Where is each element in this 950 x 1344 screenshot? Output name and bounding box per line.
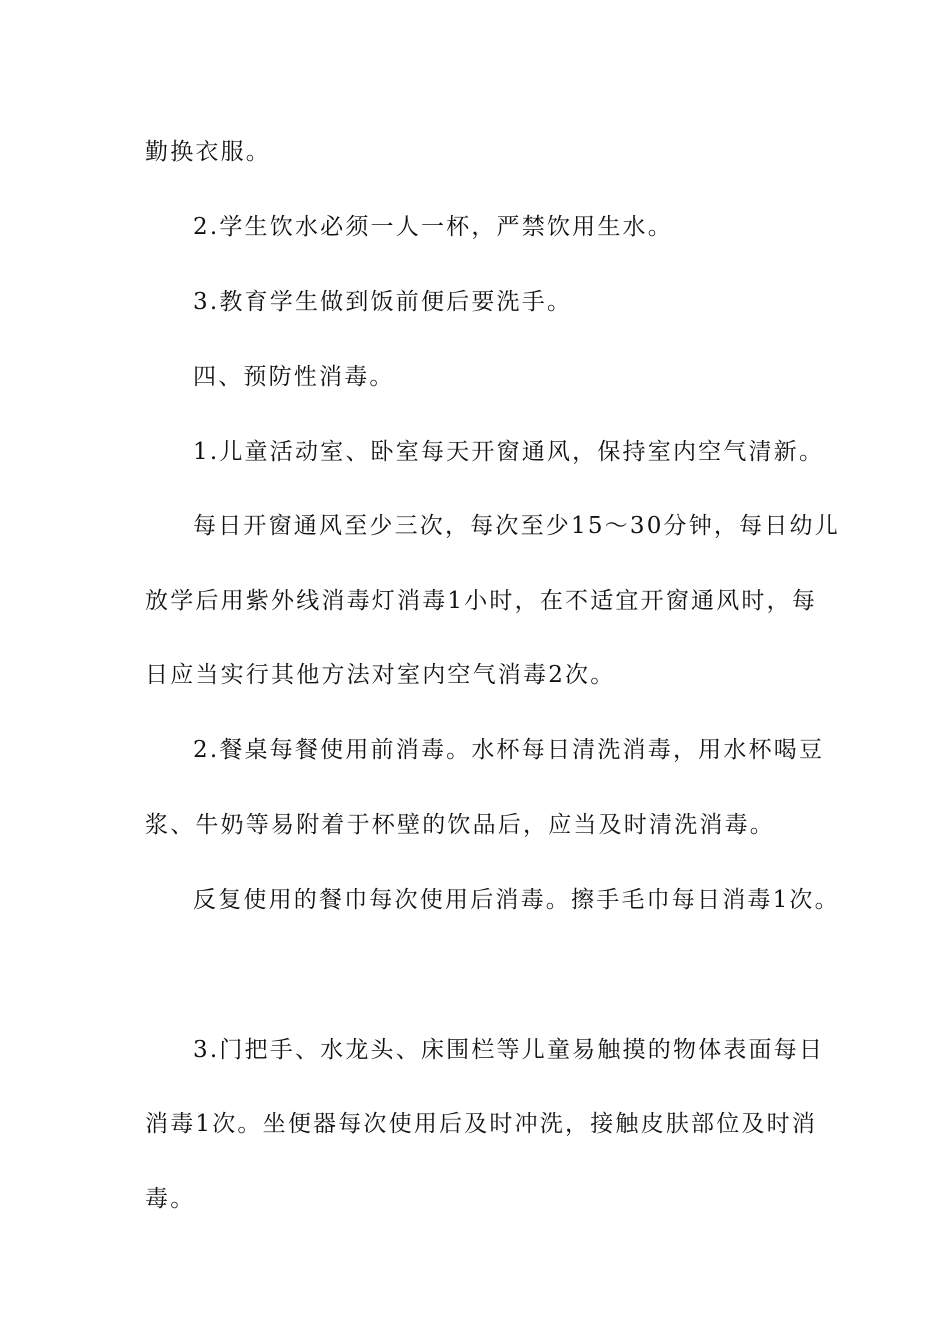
text-line: 放学后用紫外线消毒灯消毒1小时，在不适宜开窗通风时，每	[145, 588, 818, 614]
text-line: 2.学生饮水必须一人一杯，严禁饮用生水。	[193, 214, 673, 240]
text-line: 反复使用的餐巾每次使用后消毒。擦手毛巾每日消毒1次。	[193, 887, 840, 913]
section-heading: 四、预防性消毒。	[193, 364, 395, 390]
text-line: 3.教育学生做到饭前便后要洗手。	[193, 289, 573, 315]
text-line: 日应当实行其他方法对室内空气消毒2次。	[145, 662, 616, 688]
text-line: 2.餐桌每餐使用前消毒。水杯每日清洗消毒，用水杯喝豆	[193, 737, 825, 763]
text-line: 浆、牛奶等易附着于杯壁的饮品后，应当及时清洗消毒。	[145, 812, 775, 838]
text-line: 1.儿童活动室、卧室每天开窗通风，保持室内空气清新。	[193, 439, 825, 465]
text-line: 勤换衣服。	[145, 139, 271, 165]
text-line: 毒。	[145, 1186, 196, 1212]
text-line: 消毒1次。坐便器每次使用后及时冲洗，接触皮肤部位及时消	[145, 1111, 818, 1137]
text-line: 每日开窗通风至少三次，每次至少15〜30分钟，每日幼儿	[193, 513, 840, 539]
text-line: 3.门把手、水龙头、床围栏等儿童易触摸的物体表面每日	[193, 1037, 825, 1063]
